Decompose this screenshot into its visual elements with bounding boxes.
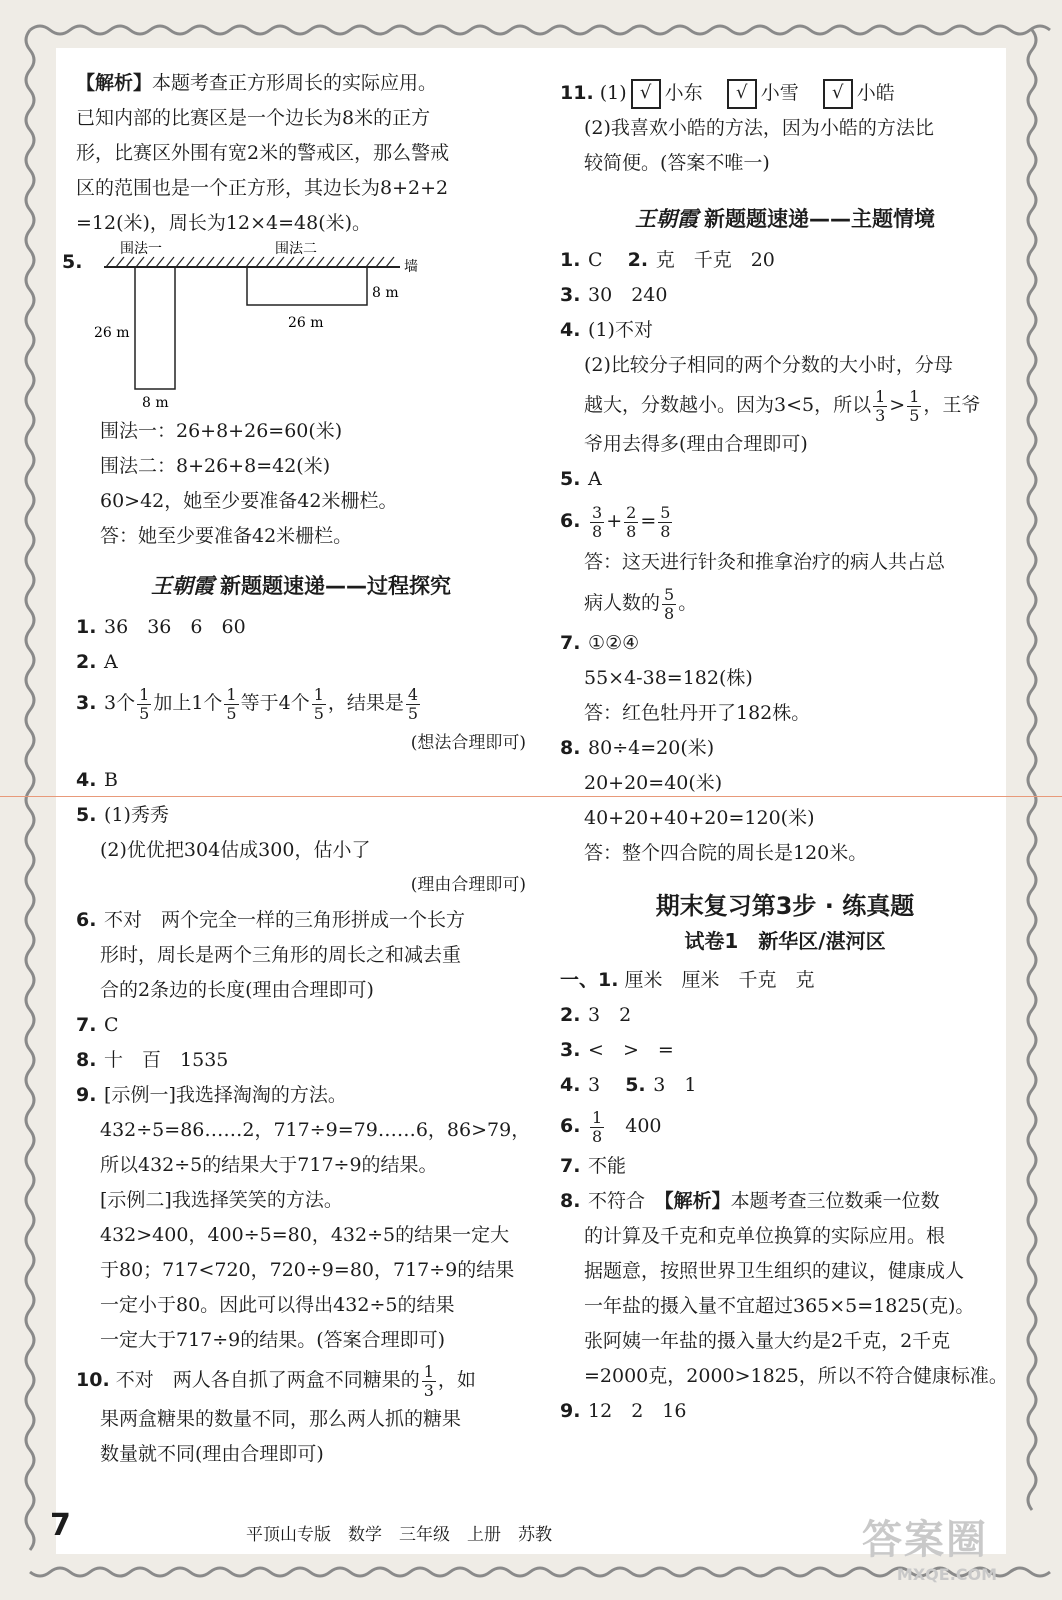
analysis-line-0 <box>76 66 526 101</box>
denominator: 5 <box>909 405 920 425</box>
item-number: 7. <box>560 1155 581 1177</box>
fraction <box>624 504 638 541</box>
item-more: 答：整个四合院的周长是120米。 <box>584 842 868 864</box>
item-more: 合的2条边的长度(理由合理即可) <box>100 979 374 1001</box>
list-item <box>76 903 526 938</box>
numerator: 5 <box>664 584 675 604</box>
item-text: 3个 <box>104 692 136 714</box>
item-text: 3 1 <box>653 1074 697 1096</box>
denominator: 5 <box>139 703 150 723</box>
list-item <box>76 1008 526 1043</box>
watermark-text: 答案圈 <box>862 1517 988 1563</box>
denominator: 3 <box>875 405 886 425</box>
item-text: 80÷4=20(米) <box>588 737 715 759</box>
item-text: (1)不对 <box>588 319 653 341</box>
denominator: 8 <box>592 1126 603 1146</box>
item-text: 不对 两人各自抓了两盒不同糖果的 <box>115 1369 420 1391</box>
denominator: 8 <box>626 521 637 541</box>
item-more: =2000克，2000>1825，所以不符合健康标准。 <box>584 1365 1008 1387</box>
operator: = <box>640 510 657 532</box>
right-column <box>560 76 1010 1429</box>
item-more: 一定小于80。因此可以得出432÷5的结果 <box>100 1294 455 1316</box>
item-number: 4. <box>76 769 97 791</box>
item-sub: 爷用去得多(理由合理即可) <box>584 433 808 455</box>
section-title-text: 新题题速递——过程探究 <box>220 574 451 598</box>
item-number: 10. <box>76 1369 110 1391</box>
dim-label: 8 m <box>372 285 399 301</box>
section-title-theme <box>560 201 1010 237</box>
numerator: 2 <box>626 502 637 522</box>
item-text: 加上1个 <box>153 692 223 714</box>
q5-row <box>62 241 526 411</box>
exam-item <box>560 1068 1010 1103</box>
q5-line: 围法一：26+8+26=60(米) <box>100 420 343 442</box>
fraction <box>662 586 676 623</box>
item-text: (1)秀秀 <box>104 804 169 826</box>
list-item <box>76 610 526 645</box>
item-text: (1) <box>599 82 627 104</box>
fraction <box>312 686 326 723</box>
item-number: 1. <box>560 249 581 271</box>
analysis-line: 区的范围也是一个正方形，其边长为8+2+2 <box>76 177 449 199</box>
numerator: 1 <box>313 684 324 704</box>
exam-item <box>560 963 1010 998</box>
item-number: 2. <box>627 249 649 271</box>
item-number: 8. <box>76 1049 97 1071</box>
denominator: 5 <box>313 703 324 723</box>
item-number: 8. <box>560 1190 581 1212</box>
item-number: 8. <box>560 737 581 759</box>
item-text: ，王爷 <box>923 394 981 416</box>
fraction <box>907 388 921 425</box>
q11-line: (2)我喜欢小皓的方法，因为小皓的方法比 <box>584 117 934 139</box>
item-text: 等于4个 <box>240 692 310 714</box>
item-number: 2. <box>76 651 97 673</box>
analysis-tag: 【解析】 <box>76 72 153 94</box>
numerator: 1 <box>139 684 150 704</box>
item-more: 数量就不同(理由合理即可) <box>100 1443 324 1465</box>
item-text: 400 <box>606 1115 662 1137</box>
item-number: 9. <box>76 1084 97 1106</box>
fraction <box>137 686 151 723</box>
item-answer: 答：这天进行针灸和推拿治疗的病人共占总 <box>584 551 946 573</box>
denominator: 3 <box>423 1380 434 1400</box>
numerator: 3 <box>592 502 603 522</box>
denominator: 8 <box>592 521 603 541</box>
item-number: 5. <box>62 251 83 273</box>
list-item <box>76 1043 526 1078</box>
q5-line: 围法二：8+26+8=42(米) <box>100 455 331 477</box>
check-label: 小东 <box>664 82 703 104</box>
numerator: 1 <box>423 1361 434 1381</box>
watermark-url: MXQE.COM <box>896 1565 998 1584</box>
analysis-line: 形，比赛区外围有宽2米的警戒区，那么警戒 <box>76 142 450 164</box>
item-number: 11. <box>560 82 594 104</box>
item-text: 本题考查三位数乘一位数 <box>730 1190 940 1212</box>
item-text: A <box>588 468 602 490</box>
numerator: 4 <box>407 684 419 704</box>
list-item <box>560 243 1010 278</box>
item-more: 于80；717<720，720÷9=80，717÷9的结果 <box>100 1259 515 1281</box>
item-sub: (2)优优把304估成300，估小了 <box>100 839 371 861</box>
author-signature: 王朝霞 <box>151 573 214 598</box>
item-text: B <box>104 769 119 791</box>
item-text: > <box>889 394 906 416</box>
list-item <box>76 798 526 833</box>
item-sub: (2)比较分子相同的两个分数的大小时，分母 <box>584 354 953 376</box>
numerator: 1 <box>592 1107 603 1127</box>
item-text: 3 <box>588 1074 620 1096</box>
item-number: 6. <box>76 909 97 931</box>
fence-diagram-svg <box>94 241 430 411</box>
list-item <box>76 1078 526 1113</box>
fraction <box>422 1363 436 1400</box>
list-item <box>560 278 1010 313</box>
item-number: 3. <box>560 284 581 306</box>
method1-label: 围法一 <box>120 241 162 257</box>
item-number: 2. <box>560 1004 581 1026</box>
fraction <box>658 504 672 541</box>
list-item <box>76 645 526 680</box>
item-answer <box>560 580 1010 626</box>
check-box: √ <box>823 79 853 109</box>
item-text: 克 千克 20 <box>655 249 775 271</box>
item-text: 30 240 <box>588 284 668 306</box>
denominator: 8 <box>664 603 675 623</box>
page-footer <box>50 1508 750 1552</box>
numerator: 1 <box>226 684 237 704</box>
exam-item <box>560 1149 1010 1184</box>
item-text: ①②④ <box>588 632 640 654</box>
item-more: 果两盒糖果的数量不同，那么两人抓的糖果 <box>100 1408 462 1430</box>
item-text: 十 百 1535 <box>104 1049 229 1071</box>
item-text: 病人数的 <box>584 592 661 614</box>
denominator: 5 <box>226 703 237 723</box>
check-label: 小皓 <box>856 82 895 104</box>
list-item <box>560 497 1010 545</box>
exam-item <box>560 1184 1010 1219</box>
item-text: < > = <box>588 1039 674 1061</box>
item-text: ，如 <box>437 1369 476 1391</box>
q11-row <box>560 76 1010 111</box>
item-more: 答：红色牡丹开了182株。 <box>584 702 811 724</box>
author-signature: 王朝霞 <box>635 206 698 231</box>
watermark-logo <box>862 1508 1032 1583</box>
item-text: 36 36 6 60 <box>104 616 246 638</box>
fraction <box>590 504 604 541</box>
item-more: 据题意，按照世界卫生组织的建议，健康成人 <box>584 1260 965 1282</box>
analysis-line: 已知内部的比赛区是一个边长为8米的正方 <box>76 107 431 129</box>
numerator: 5 <box>660 502 671 522</box>
item-text: A <box>104 651 118 673</box>
wall-label: 墙 <box>404 259 418 275</box>
item-number: 6. <box>560 510 581 532</box>
item-more: [示例二]我选择笑笑的方法。 <box>100 1189 343 1211</box>
exam-item <box>560 998 1010 1033</box>
exam-item <box>560 1033 1010 1068</box>
list-item <box>560 462 1010 497</box>
denominator: 8 <box>660 521 671 541</box>
item-more: 432÷5=86……2，717÷9=79……6，86>79， <box>100 1119 531 1141</box>
numerator: 1 <box>909 386 920 406</box>
dim-label: 26 m <box>288 315 324 331</box>
item-number: 4. <box>560 319 581 341</box>
list-item <box>76 763 526 798</box>
method2-label: 围法二 <box>275 241 317 257</box>
item-more: 的计算及千克和克单位换算的实际应用。根 <box>584 1225 946 1247</box>
page-number: 7 <box>50 1508 71 1543</box>
item-text: 。 <box>678 592 698 614</box>
list-item <box>560 313 1010 348</box>
exam-sub-title: 试卷1 新华区/湛河区 <box>684 929 886 953</box>
item-number: 6. <box>560 1115 581 1137</box>
q11-line: 较简便。(答案不唯一) <box>584 152 770 174</box>
item-more: 形时，周长是两个三角形的周长之和减去重 <box>100 944 462 966</box>
list-item <box>76 680 526 726</box>
fraction <box>224 686 238 723</box>
analysis-tag: 【解析】 <box>664 1190 731 1212</box>
item-note: (想法合理即可) <box>410 733 526 753</box>
item-number: 5. <box>625 1074 646 1096</box>
check-box: √ <box>727 79 757 109</box>
list-item <box>560 626 1010 661</box>
book-meta: 平顶山专版 数学 三年级 上册 苏教 <box>246 1525 552 1545</box>
item-more: 432>400，400÷5=80，432÷5的结果一定大 <box>100 1224 510 1246</box>
fraction <box>590 1109 604 1146</box>
item-number: 3. <box>560 1039 581 1061</box>
item-number: 4. <box>560 1074 581 1096</box>
item-text: 不能 <box>588 1155 627 1177</box>
item-text: C <box>104 1014 119 1036</box>
item-text: [示例一]我选择淘淘的方法。 <box>104 1084 347 1106</box>
denominator: 5 <box>407 703 419 723</box>
item-number: 7. <box>76 1014 97 1036</box>
item-more: 一定大于717÷9的结果。(答案合理即可) <box>100 1329 446 1351</box>
check-label: 小雪 <box>760 82 799 104</box>
exam-item <box>560 1394 1010 1429</box>
q5-line: 答：她至少要准备42米栅栏。 <box>100 525 353 547</box>
operator: + <box>606 510 623 532</box>
dim-label: 26 m <box>94 325 130 341</box>
item-text: 不对 两个完全一样的三角形拼成一个长方 <box>104 909 466 931</box>
item-number: 5. <box>560 468 581 490</box>
fraction <box>873 388 887 425</box>
section-title-process <box>76 568 526 604</box>
item-text: 越大，分数越小。因为3<5，所以 <box>584 394 872 416</box>
item-more: 55×4-38=182(株) <box>584 667 753 689</box>
list-item <box>76 1358 526 1402</box>
item-text: 12 2 16 <box>588 1400 687 1422</box>
item-number: 9. <box>560 1400 581 1422</box>
item-text: C <box>588 249 622 271</box>
fraction <box>406 686 420 723</box>
item-number: 一、1. <box>560 969 619 991</box>
item-text: 3 2 <box>588 1004 632 1026</box>
item-number: 1. <box>76 616 97 638</box>
item-more: 所以432÷5的结果大于717÷9的结果。 <box>100 1154 438 1176</box>
item-note: (理由合理即可) <box>410 875 526 895</box>
item-text: ，结果是 <box>327 692 404 714</box>
exam-big-title: 期末复习第3步 · 练真题 <box>655 892 915 920</box>
item-more: 40+20+40+20=120(米) <box>584 807 815 829</box>
item-more: 张阿姨一年盐的摄入量大约是2千克，2千克 <box>584 1330 951 1352</box>
analysis-text: 本题考查正方形周长的实际应用。 <box>152 72 438 94</box>
item-text: 厘米 厘米 千克 克 <box>624 969 815 991</box>
numerator: 1 <box>875 386 886 406</box>
section-title-text: 新题题速递——主题情境 <box>704 207 935 231</box>
q5-line: 60>42，她至少要准备42米栅栏。 <box>100 490 398 512</box>
item-more: 20+20=40(米) <box>584 772 723 794</box>
item-more: 一年盐的摄入量不宜超过365×5=1825(克)。 <box>584 1295 975 1317</box>
left-column <box>62 66 531 1472</box>
item-sub <box>560 383 1010 427</box>
exam-item <box>560 1103 1010 1149</box>
item-number: 5. <box>76 804 97 826</box>
list-item <box>560 731 1010 766</box>
item-number: 3. <box>76 692 97 714</box>
item-number: 7. <box>560 632 581 654</box>
analysis-line: =12(米)，周长为12×4=48(米)。 <box>76 212 372 234</box>
dim-label: 8 m <box>142 395 169 411</box>
item-text: 不符合 <box>588 1190 665 1212</box>
check-box: √ <box>631 79 661 109</box>
fence-diagram <box>94 241 460 411</box>
